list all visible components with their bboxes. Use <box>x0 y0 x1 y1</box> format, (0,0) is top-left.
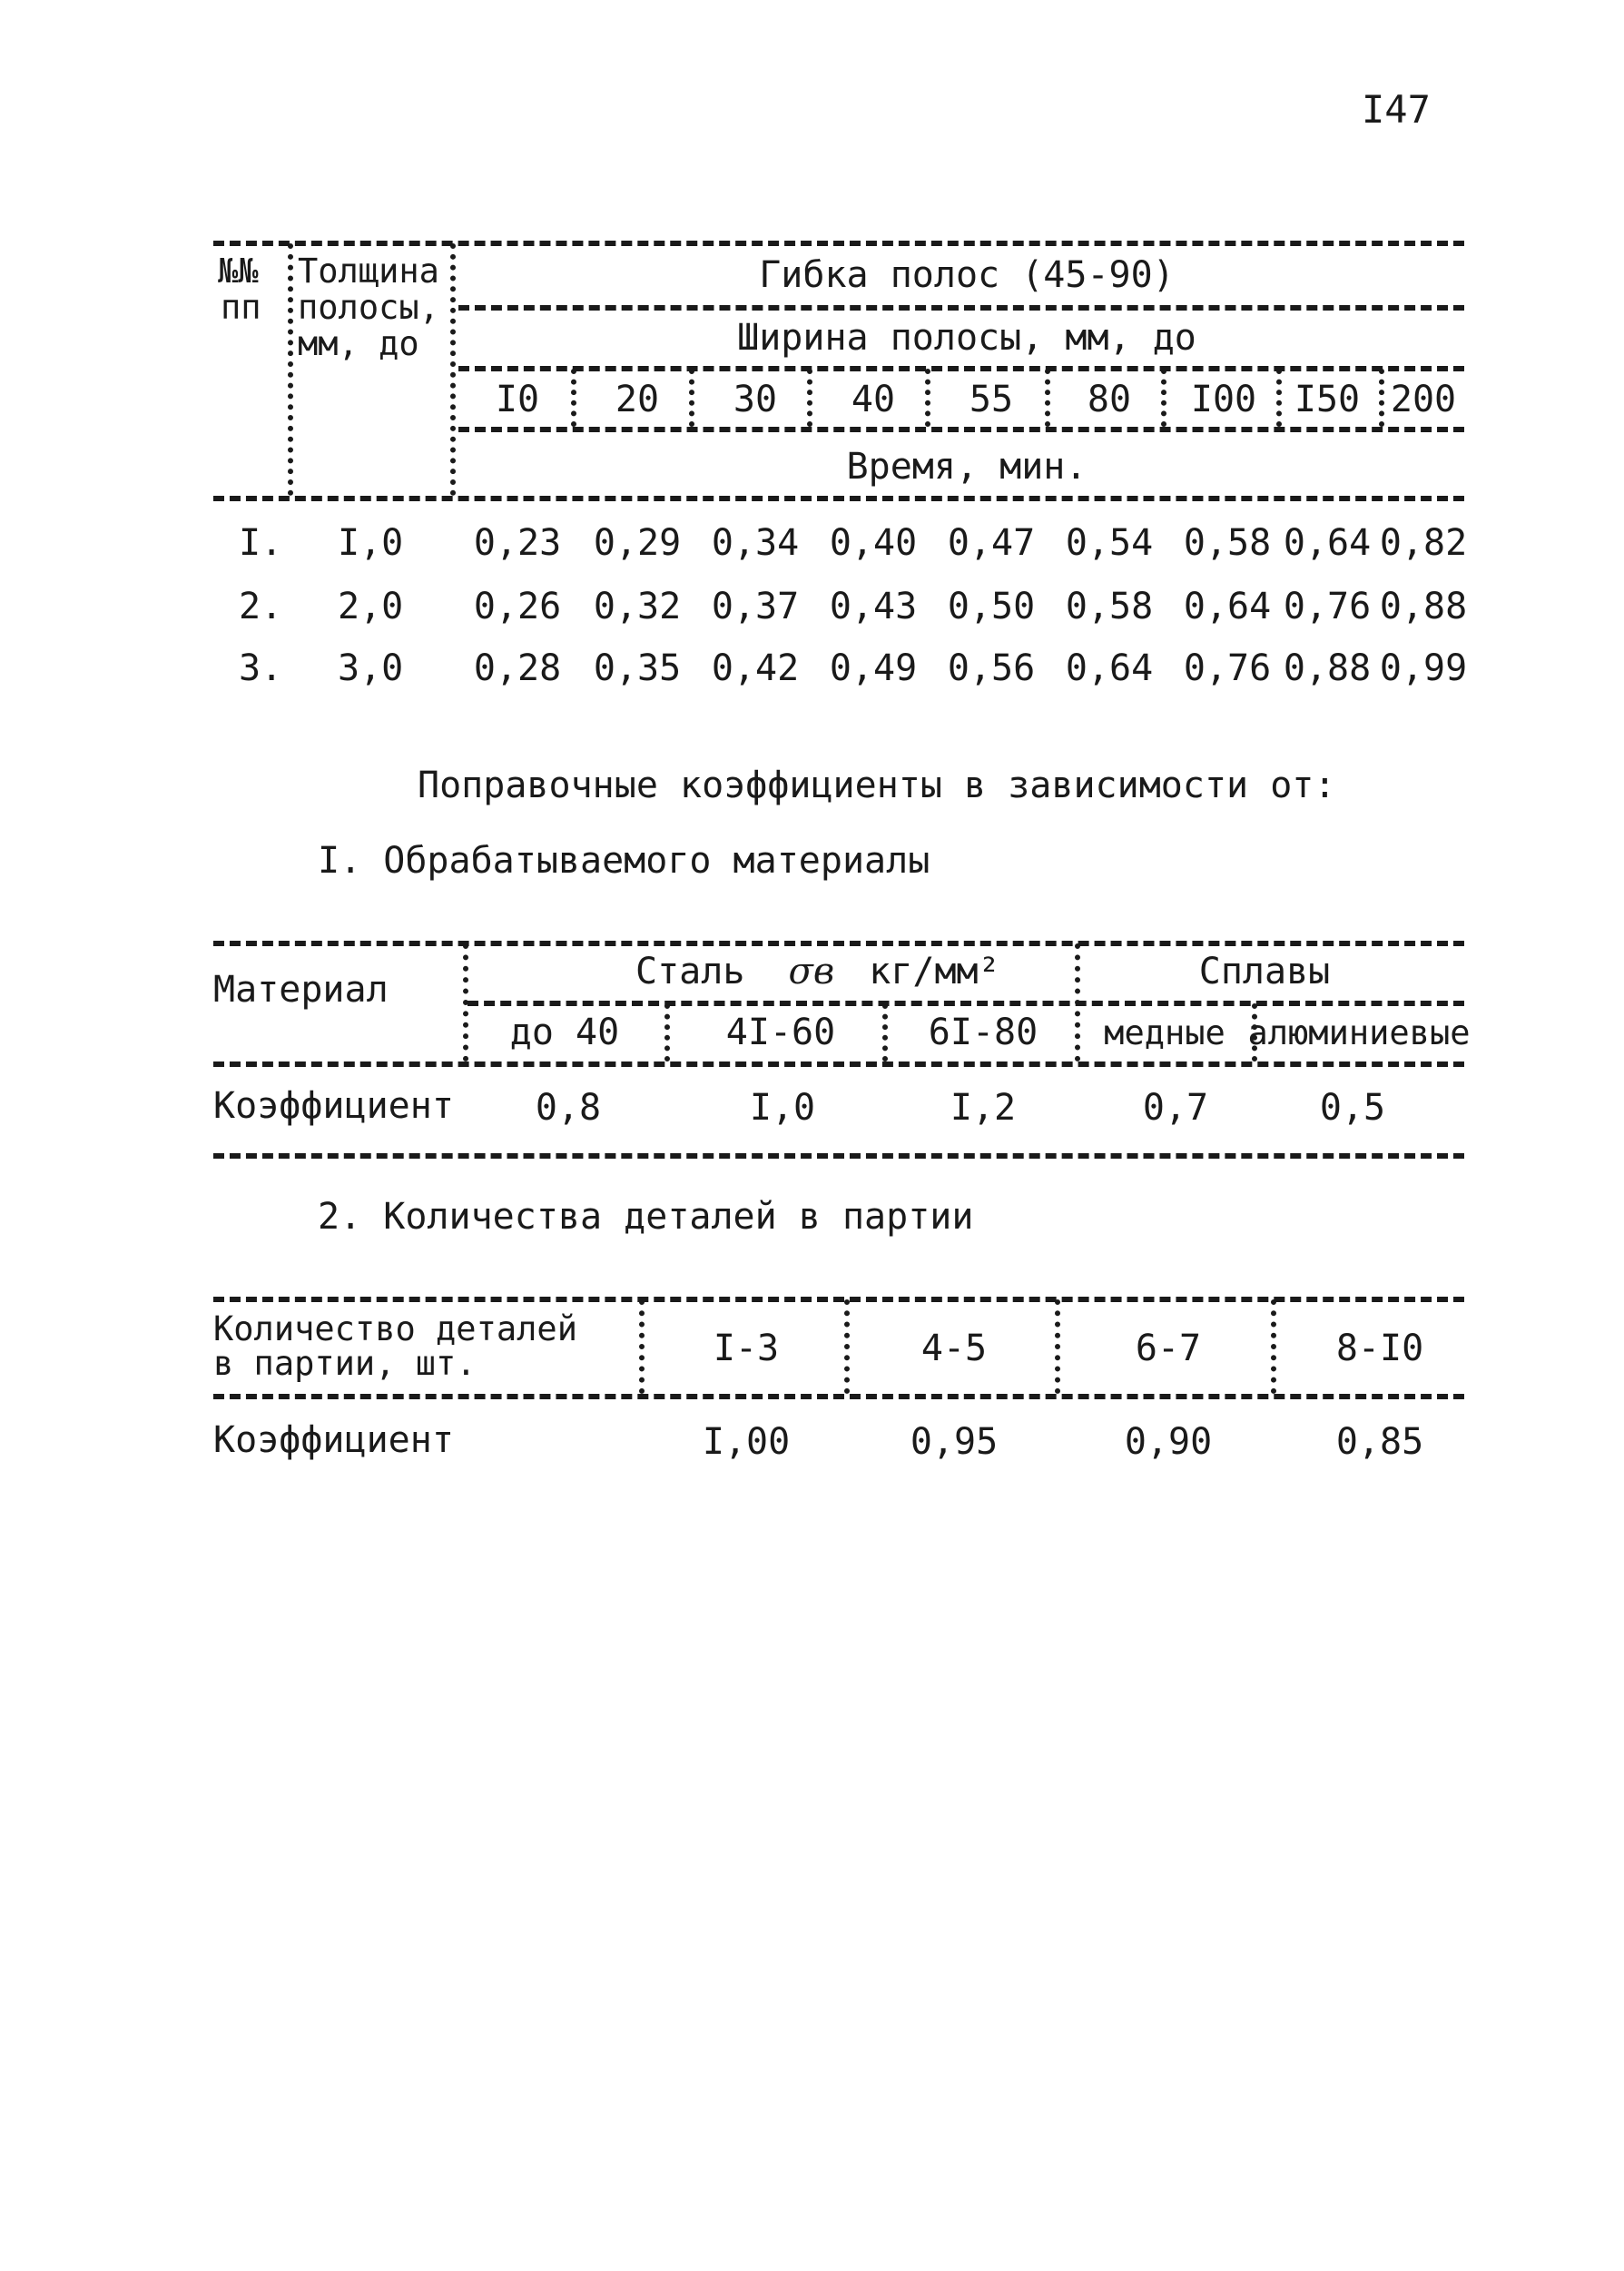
quantity-rule-header-bottom <box>213 1394 1464 1399</box>
group-header: Гибка полос (45-90) <box>759 254 1175 296</box>
table-rule-top <box>213 241 1464 246</box>
material-vrule-sub1 <box>664 1003 670 1061</box>
quantity-range: 8-I0 <box>1335 1328 1424 1369</box>
alloys-header: Сплавы <box>1198 951 1331 992</box>
time-value: 0,64 <box>1183 586 1272 627</box>
time-value: 0,88 <box>1283 647 1372 689</box>
table-rule-widths-top <box>458 366 1464 371</box>
width-value: I50 <box>1294 379 1361 420</box>
quantity-range: I-3 <box>713 1328 780 1369</box>
time-value: 0,50 <box>947 586 1036 627</box>
steel-strength-symbol: σв <box>788 951 835 992</box>
quantity-coef-label: Коэффициент <box>213 1419 454 1461</box>
quantity-vrule-2 <box>844 1299 850 1394</box>
time-value: 0,26 <box>473 586 562 627</box>
material-subheader: до 40 <box>509 1012 620 1053</box>
row-number: I. <box>239 522 283 564</box>
table-rule-group <box>458 305 1464 311</box>
material-rule-top <box>213 941 1464 946</box>
steel-header <box>635 953 1000 990</box>
time-value: 0,28 <box>473 647 562 689</box>
time-value: 0,40 <box>829 522 918 564</box>
quantity-rule-top <box>213 1297 1464 1302</box>
time-value: 0,64 <box>1065 647 1154 689</box>
steel-unit: кг/мм² <box>869 951 1000 992</box>
table-vrule-w6 <box>1161 369 1166 427</box>
time-header: Время, мин. <box>846 446 1088 488</box>
material-section-title: I. Обрабатываемого материалы <box>318 840 930 882</box>
table-vrule-w2 <box>689 369 694 427</box>
row-thickness: 2,0 <box>338 586 404 627</box>
time-value: 0,32 <box>593 586 682 627</box>
table-vrule-w8 <box>1379 369 1384 427</box>
material-rule-bottom <box>213 1153 1464 1159</box>
quantity-vrule-3 <box>1055 1299 1060 1394</box>
width-value: I00 <box>1190 379 1257 420</box>
table-vrule-num <box>288 243 293 496</box>
table-rule-widths-bottom <box>458 427 1464 432</box>
material-subheader: алюминиевые <box>1247 1013 1471 1052</box>
time-value: 0,58 <box>1065 586 1154 627</box>
width-value: 200 <box>1390 379 1457 420</box>
col-num-header-line1: №№ <box>218 252 259 291</box>
time-value: 0,47 <box>947 522 1036 564</box>
material-rule-header-bottom <box>213 1061 1464 1067</box>
time-value: 0,42 <box>711 647 800 689</box>
material-vrule-steel-alloys <box>1075 943 1080 1061</box>
width-value: 30 <box>733 379 778 420</box>
width-value: 20 <box>615 379 660 420</box>
row-thickness: 3,0 <box>338 647 404 689</box>
quantity-section-title: 2. Количества деталей в партии <box>318 1196 974 1238</box>
table-vrule-w3 <box>807 369 812 427</box>
time-value: 0,35 <box>593 647 682 689</box>
row-thickness: I,0 <box>338 522 404 564</box>
quantity-range: 6-7 <box>1135 1328 1202 1369</box>
steel-header-label: Сталь <box>635 951 745 992</box>
width-value: 55 <box>969 379 1014 420</box>
quantity-coef: 0,90 <box>1124 1421 1213 1463</box>
time-value: 0,56 <box>947 647 1036 689</box>
time-value: 0,82 <box>1379 522 1468 564</box>
quantity-coef: I,00 <box>702 1421 791 1463</box>
table-vrule-w4 <box>925 369 930 427</box>
time-value: 0,43 <box>829 586 918 627</box>
quantity-range: 4-5 <box>920 1328 988 1369</box>
quantity-row-header-line1: Количество деталей <box>213 1309 577 1348</box>
material-coef-label: Коэффициент <box>213 1085 454 1127</box>
time-value: 0,58 <box>1183 522 1272 564</box>
material-rule-mid <box>468 1001 1464 1006</box>
table-vrule-w5 <box>1045 369 1050 427</box>
table-vrule-thickness <box>450 243 456 496</box>
material-subheader: 4I-60 <box>725 1012 836 1053</box>
material-vrule-label <box>463 943 468 1061</box>
time-value: 0,88 <box>1379 586 1468 627</box>
time-value: 0,54 <box>1065 522 1154 564</box>
quantity-coef: 0,85 <box>1335 1421 1424 1463</box>
time-value: 0,23 <box>473 522 562 564</box>
page-number: I47 <box>1362 87 1431 132</box>
material-coef: 0,7 <box>1142 1087 1209 1129</box>
time-value: 0,99 <box>1379 647 1468 689</box>
material-coef: I,0 <box>749 1087 816 1129</box>
material-coef: I,2 <box>950 1087 1017 1129</box>
col-thickness-header-line1: Толщина <box>298 252 439 291</box>
material-coef: 0,8 <box>535 1087 602 1129</box>
time-value: 0,37 <box>711 586 800 627</box>
time-value: 0,76 <box>1283 586 1372 627</box>
correction-title: Поправочные коэффициенты в зависимости от: <box>418 765 1336 806</box>
row-number: 3. <box>239 647 283 689</box>
row-number: 2. <box>239 586 283 627</box>
width-value: 80 <box>1087 379 1132 420</box>
quantity-vrule-1 <box>639 1299 645 1394</box>
quantity-vrule-4 <box>1271 1299 1276 1394</box>
time-value: 0,49 <box>829 647 918 689</box>
material-row-header: Материал <box>213 969 389 1011</box>
quantity-coef: 0,95 <box>910 1421 999 1463</box>
time-value: 0,64 <box>1283 522 1372 564</box>
quantity-row-header-line2: в партии, шт. <box>213 1344 477 1383</box>
width-header: Ширина полосы, мм, до <box>737 317 1196 359</box>
width-value: 40 <box>851 379 896 420</box>
col-thickness-header-line3: мм, до <box>298 324 419 363</box>
material-subheader: 6I-80 <box>928 1012 1038 1053</box>
table-rule-header-bottom <box>213 496 1464 501</box>
col-num-header-line2: пп <box>221 288 261 327</box>
width-value: I0 <box>495 379 540 420</box>
material-coef: 0,5 <box>1319 1087 1386 1129</box>
time-value: 0,34 <box>711 522 800 564</box>
table-vrule-w1 <box>571 369 576 427</box>
time-value: 0,29 <box>593 522 682 564</box>
material-subheader: медные <box>1104 1013 1225 1052</box>
col-thickness-header-line2: полосы, <box>298 288 439 327</box>
material-vrule-sub2 <box>882 1003 888 1061</box>
table-vrule-w7 <box>1276 369 1282 427</box>
time-value: 0,76 <box>1183 647 1272 689</box>
